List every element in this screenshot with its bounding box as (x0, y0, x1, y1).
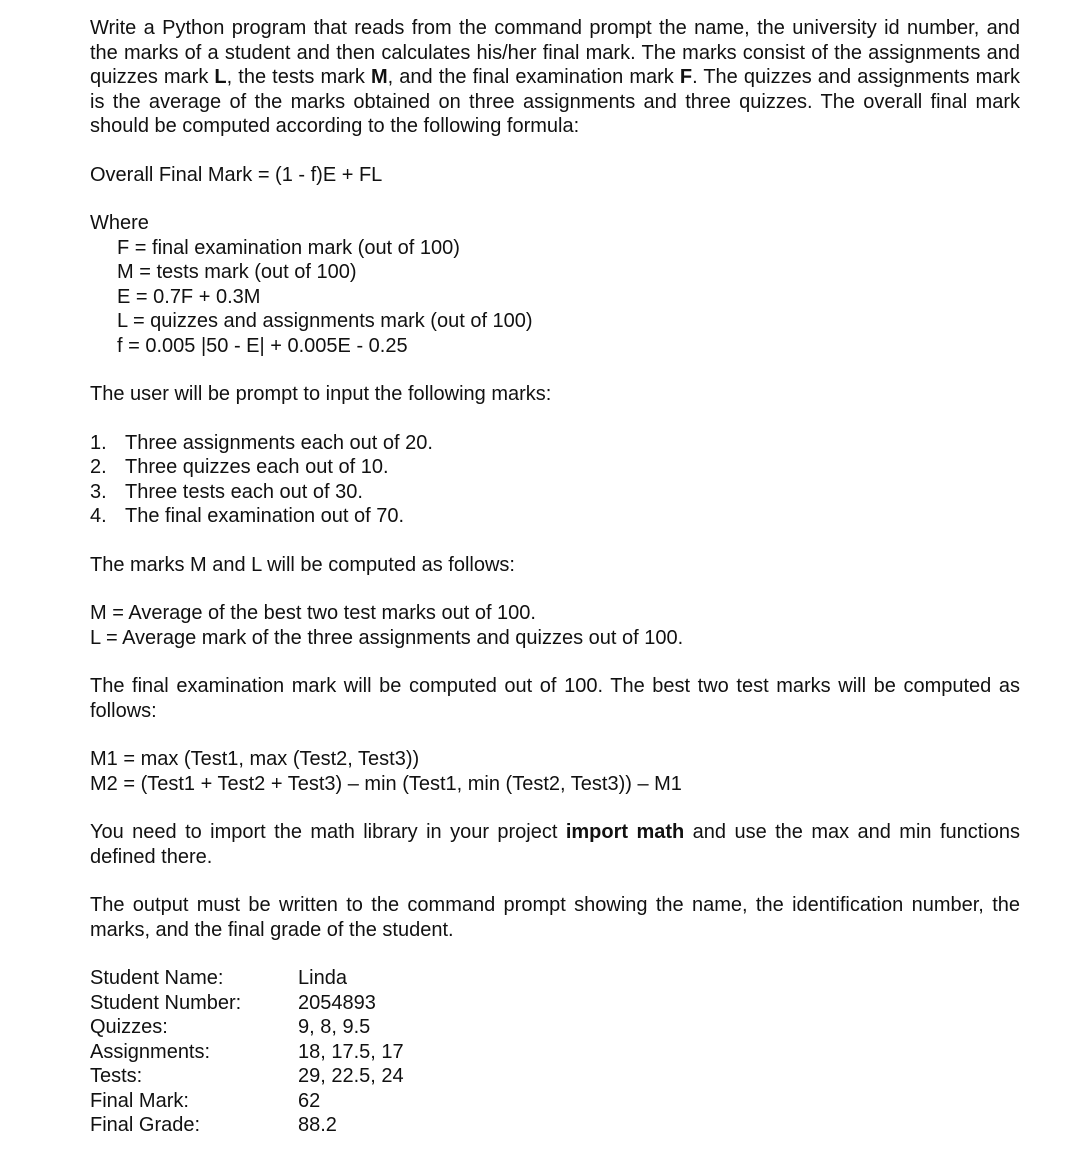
import-note (90, 820, 1020, 869)
list-number: 3. (90, 480, 107, 503)
intro-text-2: , the tests mark (226, 66, 371, 88)
result-label: Final Mark: (90, 1089, 189, 1112)
ml-title: The marks M and L will be computed as follows: (90, 553, 515, 576)
result-label: Student Name: (90, 967, 224, 989)
m1-formula: M1 = max (Test1, max (Test2, Test3)) (90, 748, 420, 770)
list-item (90, 431, 1020, 456)
list-item (90, 455, 1020, 480)
result-row (90, 1064, 1020, 1089)
where-item-f: F = final examination mark (out of 100) (117, 236, 460, 259)
import-code: import math (565, 821, 685, 843)
result-label: Assignments: (90, 1040, 211, 1063)
result-value: 2054893 (298, 991, 376, 1014)
intro-var-f: F (679, 66, 693, 88)
list-text: Three quizzes each out of 10. (125, 456, 389, 478)
result-label: Student Number: (90, 991, 242, 1014)
list-item (90, 504, 1020, 529)
where-title: Where (90, 212, 149, 234)
result-label: Final Grade: (90, 1114, 201, 1136)
result-row (90, 991, 1020, 1016)
result-label: Tests: (90, 1065, 143, 1087)
final-exam-note: The final examination mark will be computed out of 100. The best two test marks will be computed as follows: (90, 675, 1020, 722)
result-value: 88.2 (298, 1114, 337, 1136)
assignment-document (90, 16, 1020, 1138)
intro-text-4: . The quizzes and assignments mark is the average of the marks obtained on three assignments and three quizzes. The overall final mark should be computed according to the following formula: (90, 66, 1021, 137)
result-row (90, 1113, 1020, 1138)
list-text: The final examination out of 70. (125, 505, 405, 527)
intro-var-l: L (214, 66, 227, 88)
m-definition: M = Average of the best two test marks out of 100. (90, 602, 536, 624)
result-value: 62 (298, 1089, 321, 1112)
list-item (90, 480, 1020, 505)
input-marks-list (90, 431, 1020, 529)
import-text-after: and use the max and min functions defined there. (90, 821, 1020, 868)
import-text-before: You need to import the math library in your project (90, 821, 566, 843)
result-label: Quizzes: (90, 1016, 168, 1038)
result-value: 18, 17.5, 17 (298, 1040, 404, 1063)
where-item-e: E = 0.7F + 0.3M (117, 285, 261, 308)
result-row (90, 966, 1020, 991)
where-item-m: M = tests mark (out of 100) (117, 261, 357, 283)
output-note: The output must be written to the command prompt showing the name, the identification number, the marks, and the final grade of the student. (90, 894, 1020, 941)
where-definitions (117, 236, 1020, 359)
intro-text-1: Write a Python program that reads from the command prompt the name, the university id number, and the marks of a student and then calculates his/her final mark. The marks consist of the assignments and quizzes mark (90, 17, 1020, 88)
result-row (90, 1089, 1020, 1114)
prompt-title: The user will be prompt to input the following marks: (90, 383, 552, 405)
result-value: 9, 8, 9.5 (298, 1016, 371, 1038)
result-value: Linda (298, 967, 347, 989)
list-text: Three assignments each out of 20. (125, 431, 433, 454)
list-number: 2. (90, 456, 107, 478)
best-test-formulas (90, 747, 1020, 796)
where-item-l: L = quizzes and assignments mark (out of 100) (117, 310, 533, 332)
m2-formula: M2 = (Test1 + Test2 + Test3) – min (Test1, min (Test2, Test3)) – M1 (90, 772, 682, 795)
l-definition: L = Average mark of the three assignments and quizzes out of 100. (90, 626, 684, 649)
ml-definitions (90, 601, 1020, 650)
result-row (90, 1040, 1020, 1065)
overall-formula: Overall Final Mark = (1 - f)E + FL (90, 163, 383, 186)
result-row (90, 1015, 1020, 1040)
intro-text-3: , and the final examination mark (387, 66, 680, 88)
sample-output (90, 966, 1020, 1138)
list-number: 4. (90, 505, 107, 527)
result-value: 29, 22.5, 24 (298, 1065, 404, 1087)
intro-var-m: M (371, 66, 388, 88)
where-item-small-f: f = 0.005 |50 - E| + 0.005E - 0.25 (117, 334, 408, 357)
intro-paragraph (90, 16, 1020, 139)
list-number: 1. (90, 431, 107, 454)
list-text: Three tests each out of 30. (125, 480, 363, 503)
